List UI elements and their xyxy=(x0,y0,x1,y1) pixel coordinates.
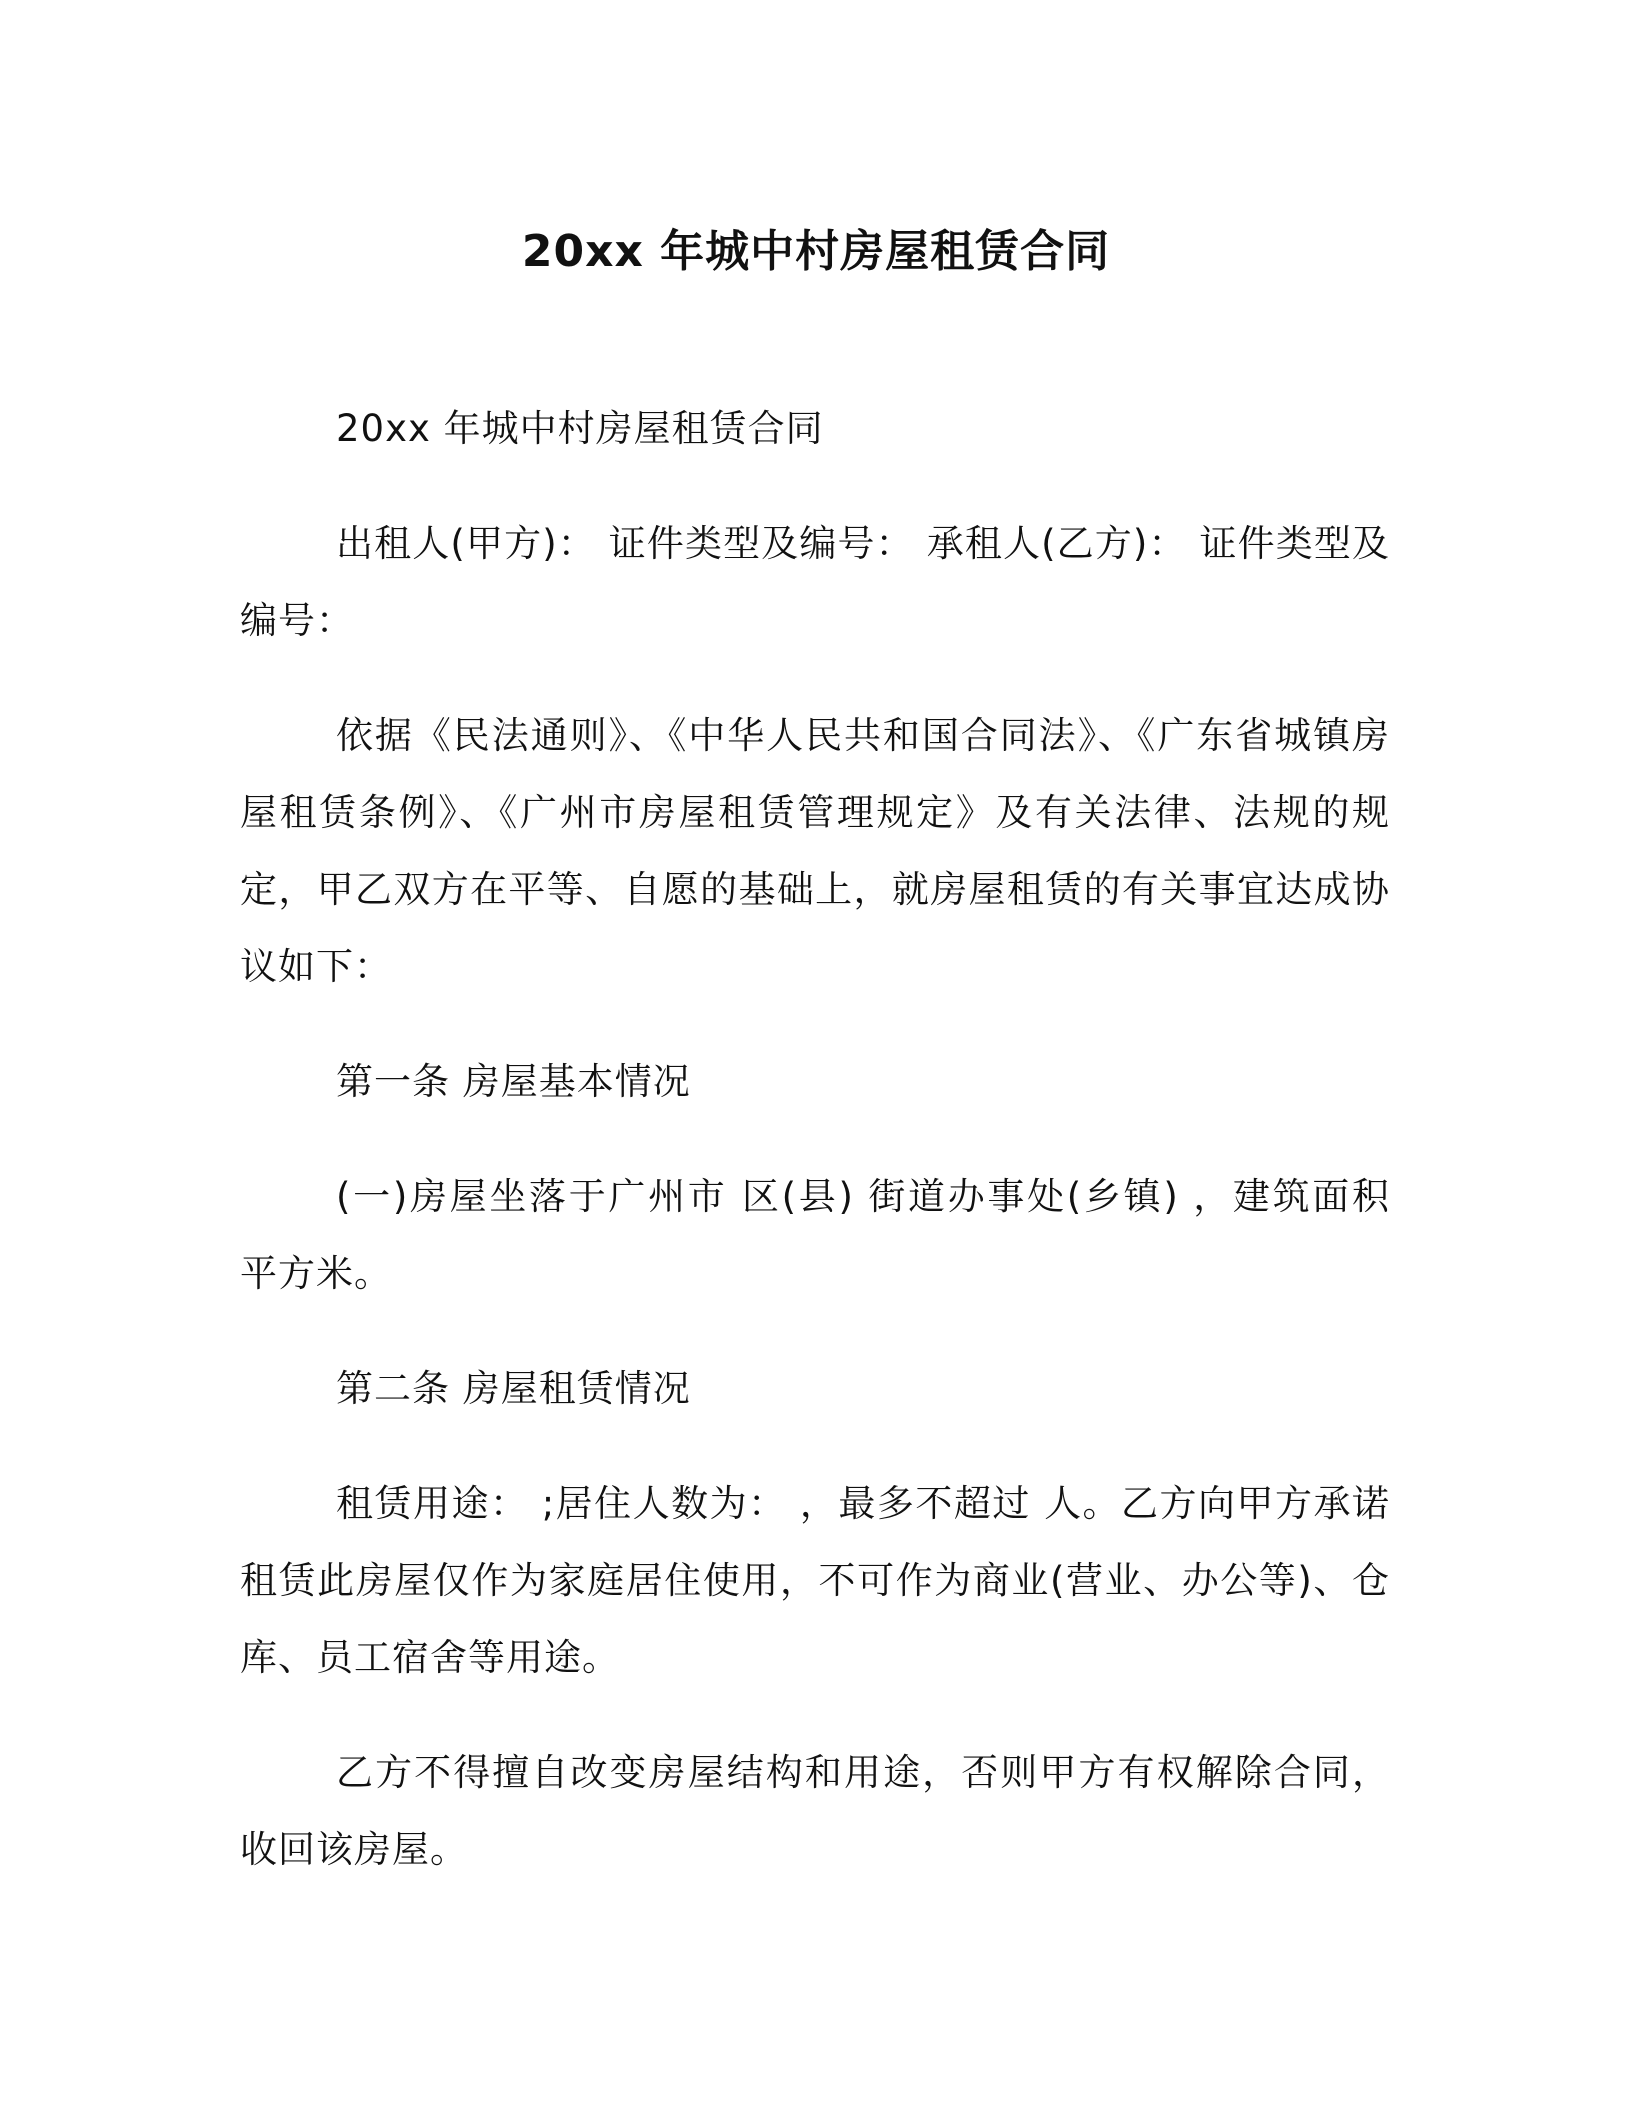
article-1-clause-1: (一)房屋坐落于广州市 区(县) 街道办事处(乡镇) ，建筑面积 平方米。 xyxy=(240,1175,1390,1295)
paragraph-legal-basis: 依据《民法通则》、《中华人民共和国合同法》、《广东省城镇房屋租赁条例》、《广州市房屋租赁管理规定》及有关法律、法规的规定，甲乙双方在平等、自愿的基础上，就房屋租赁的有关事宜达成协议如下： xyxy=(240,714,1390,988)
document-body xyxy=(240,390,1390,1926)
article-2-restriction: 乙方不得擅自改变房屋结构和用途，否则甲方有权解除合同，收回该房屋。 xyxy=(240,1751,1390,1871)
document-title: 20xx 年城中村房屋租赁合同 xyxy=(521,226,1111,277)
article-1-heading: 第一条 房屋基本情况 xyxy=(336,1060,691,1103)
paragraph-parties: 出租人(甲方)： 证件类型及编号： 承租人(乙方)： 证件类型及编号： xyxy=(240,522,1390,642)
paragraph-subtitle: 20xx 年城中村房屋租赁合同 xyxy=(336,407,824,450)
article-2-heading: 第二条 房屋租赁情况 xyxy=(336,1367,691,1410)
article-2-usage: 租赁用途： ;居住人数为： ，最多不超过 人。乙方向甲方承诺租赁此房屋仅作为家庭居住使用，不可作为商业(营业、办公等)、仓库、员工宿舍等用途。 xyxy=(240,1482,1390,1679)
